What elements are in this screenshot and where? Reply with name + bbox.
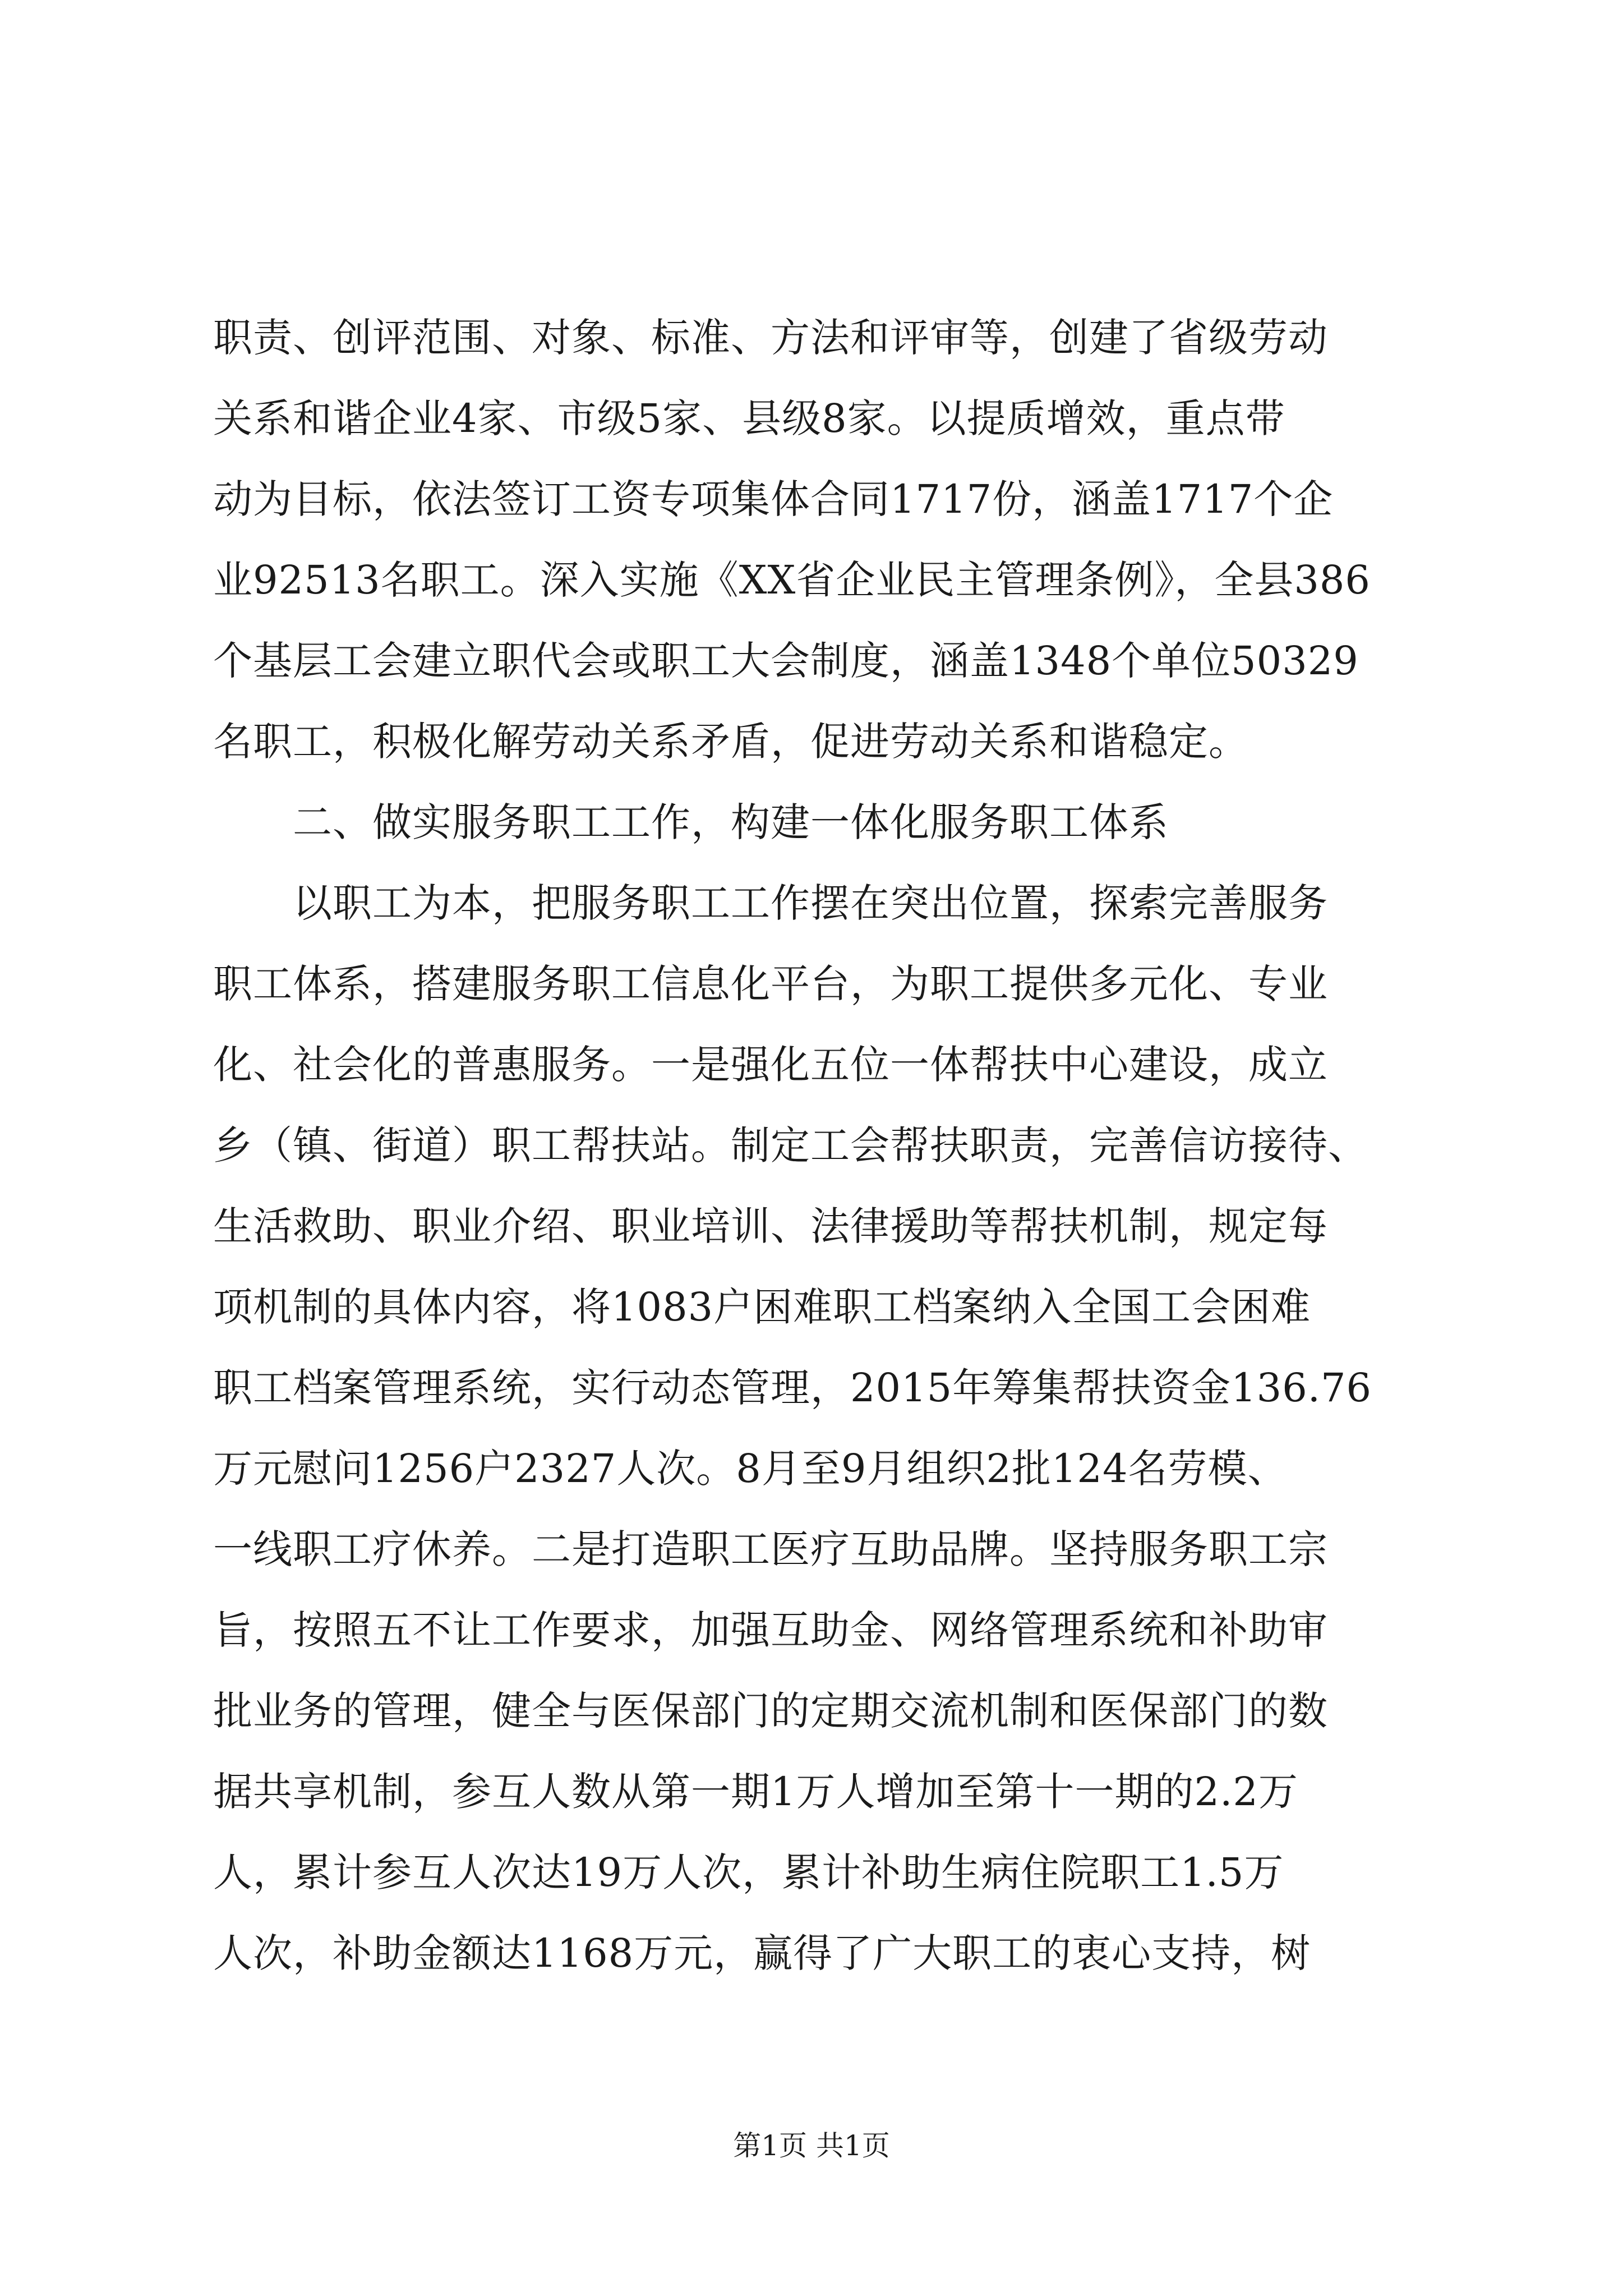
- text-line: 据共享机制，参互人数从第一期1万人增加至第十一期的2.2万: [213, 1769, 1298, 1815]
- text-line: 旨，按照五不让工作要求，加强互助金、网络管理系统和补助审: [213, 1607, 1328, 1653]
- text-line: 关系和谐企业4家、市级5家、县级8家。以提质增效，重点带: [213, 395, 1285, 441]
- text-line: 职责、创评范围、对象、标准、方法和评审等，创建了省级劳动: [213, 315, 1328, 361]
- text-line: 以职工为本，把服务职工工作摆在突出位置，探索完善服务: [213, 880, 1328, 926]
- body-text: [213, 297, 1419, 1994]
- section-heading: 二、做实服务职工工作，构建一体化服务职工体系: [213, 799, 1169, 845]
- text-line: 职工体系，搭建服务职工信息化平台，为职工提供多元化、专业: [213, 961, 1328, 1007]
- text-line: 万元慰问1256户2327人次。8月至9月组织2批124名劳模、: [213, 1446, 1288, 1492]
- text-line: 人次，补助金额达1168万元，赢得了广大职工的衷心支持，树: [213, 1930, 1311, 1976]
- text-line: 动为目标，依法签订工资专项集体合同1717份，涵盖1717个企: [213, 476, 1334, 522]
- text-line: 生活救助、职业介绍、职业培训、法律援助等帮扶机制，规定每: [213, 1203, 1328, 1249]
- text-line: 一线职工疗休养。二是打造职工医疗互助品牌。坚持服务职工宗: [213, 1526, 1328, 1572]
- page-footer: 第1页 共1页: [733, 2129, 890, 2162]
- text-line: 人，累计参互人次达19万人次，累计补助生病住院职工1.5万: [213, 1849, 1284, 1895]
- text-line: 个基层工会建立职代会或职工大会制度，涵盖1348个单位50329: [213, 638, 1359, 684]
- text-line: 乡（镇、街道）职工帮扶站。制定工会帮扶职责，完善信访接待、: [213, 1122, 1368, 1168]
- text-line: 业92513名职工。深入实施《XX省企业民主管理条例》，全县386: [213, 557, 1371, 603]
- text-line: 化、社会化的普惠服务。一是强化五位一体帮扶中心建设，成立: [213, 1042, 1328, 1088]
- text-line: 项机制的具体内容，将1083户困难职工档案纳入全国工会困难: [213, 1284, 1311, 1330]
- text-line: 名职工，积极化解劳动关系矛盾，促进劳动关系和谐稳定。: [213, 719, 1248, 765]
- text-line: 职工档案管理系统，实行动态管理，2015年筹集帮扶资金136.76: [213, 1365, 1372, 1411]
- text-line: 批业务的管理，健全与医保部门的定期交流机制和医保部门的数: [213, 1688, 1328, 1734]
